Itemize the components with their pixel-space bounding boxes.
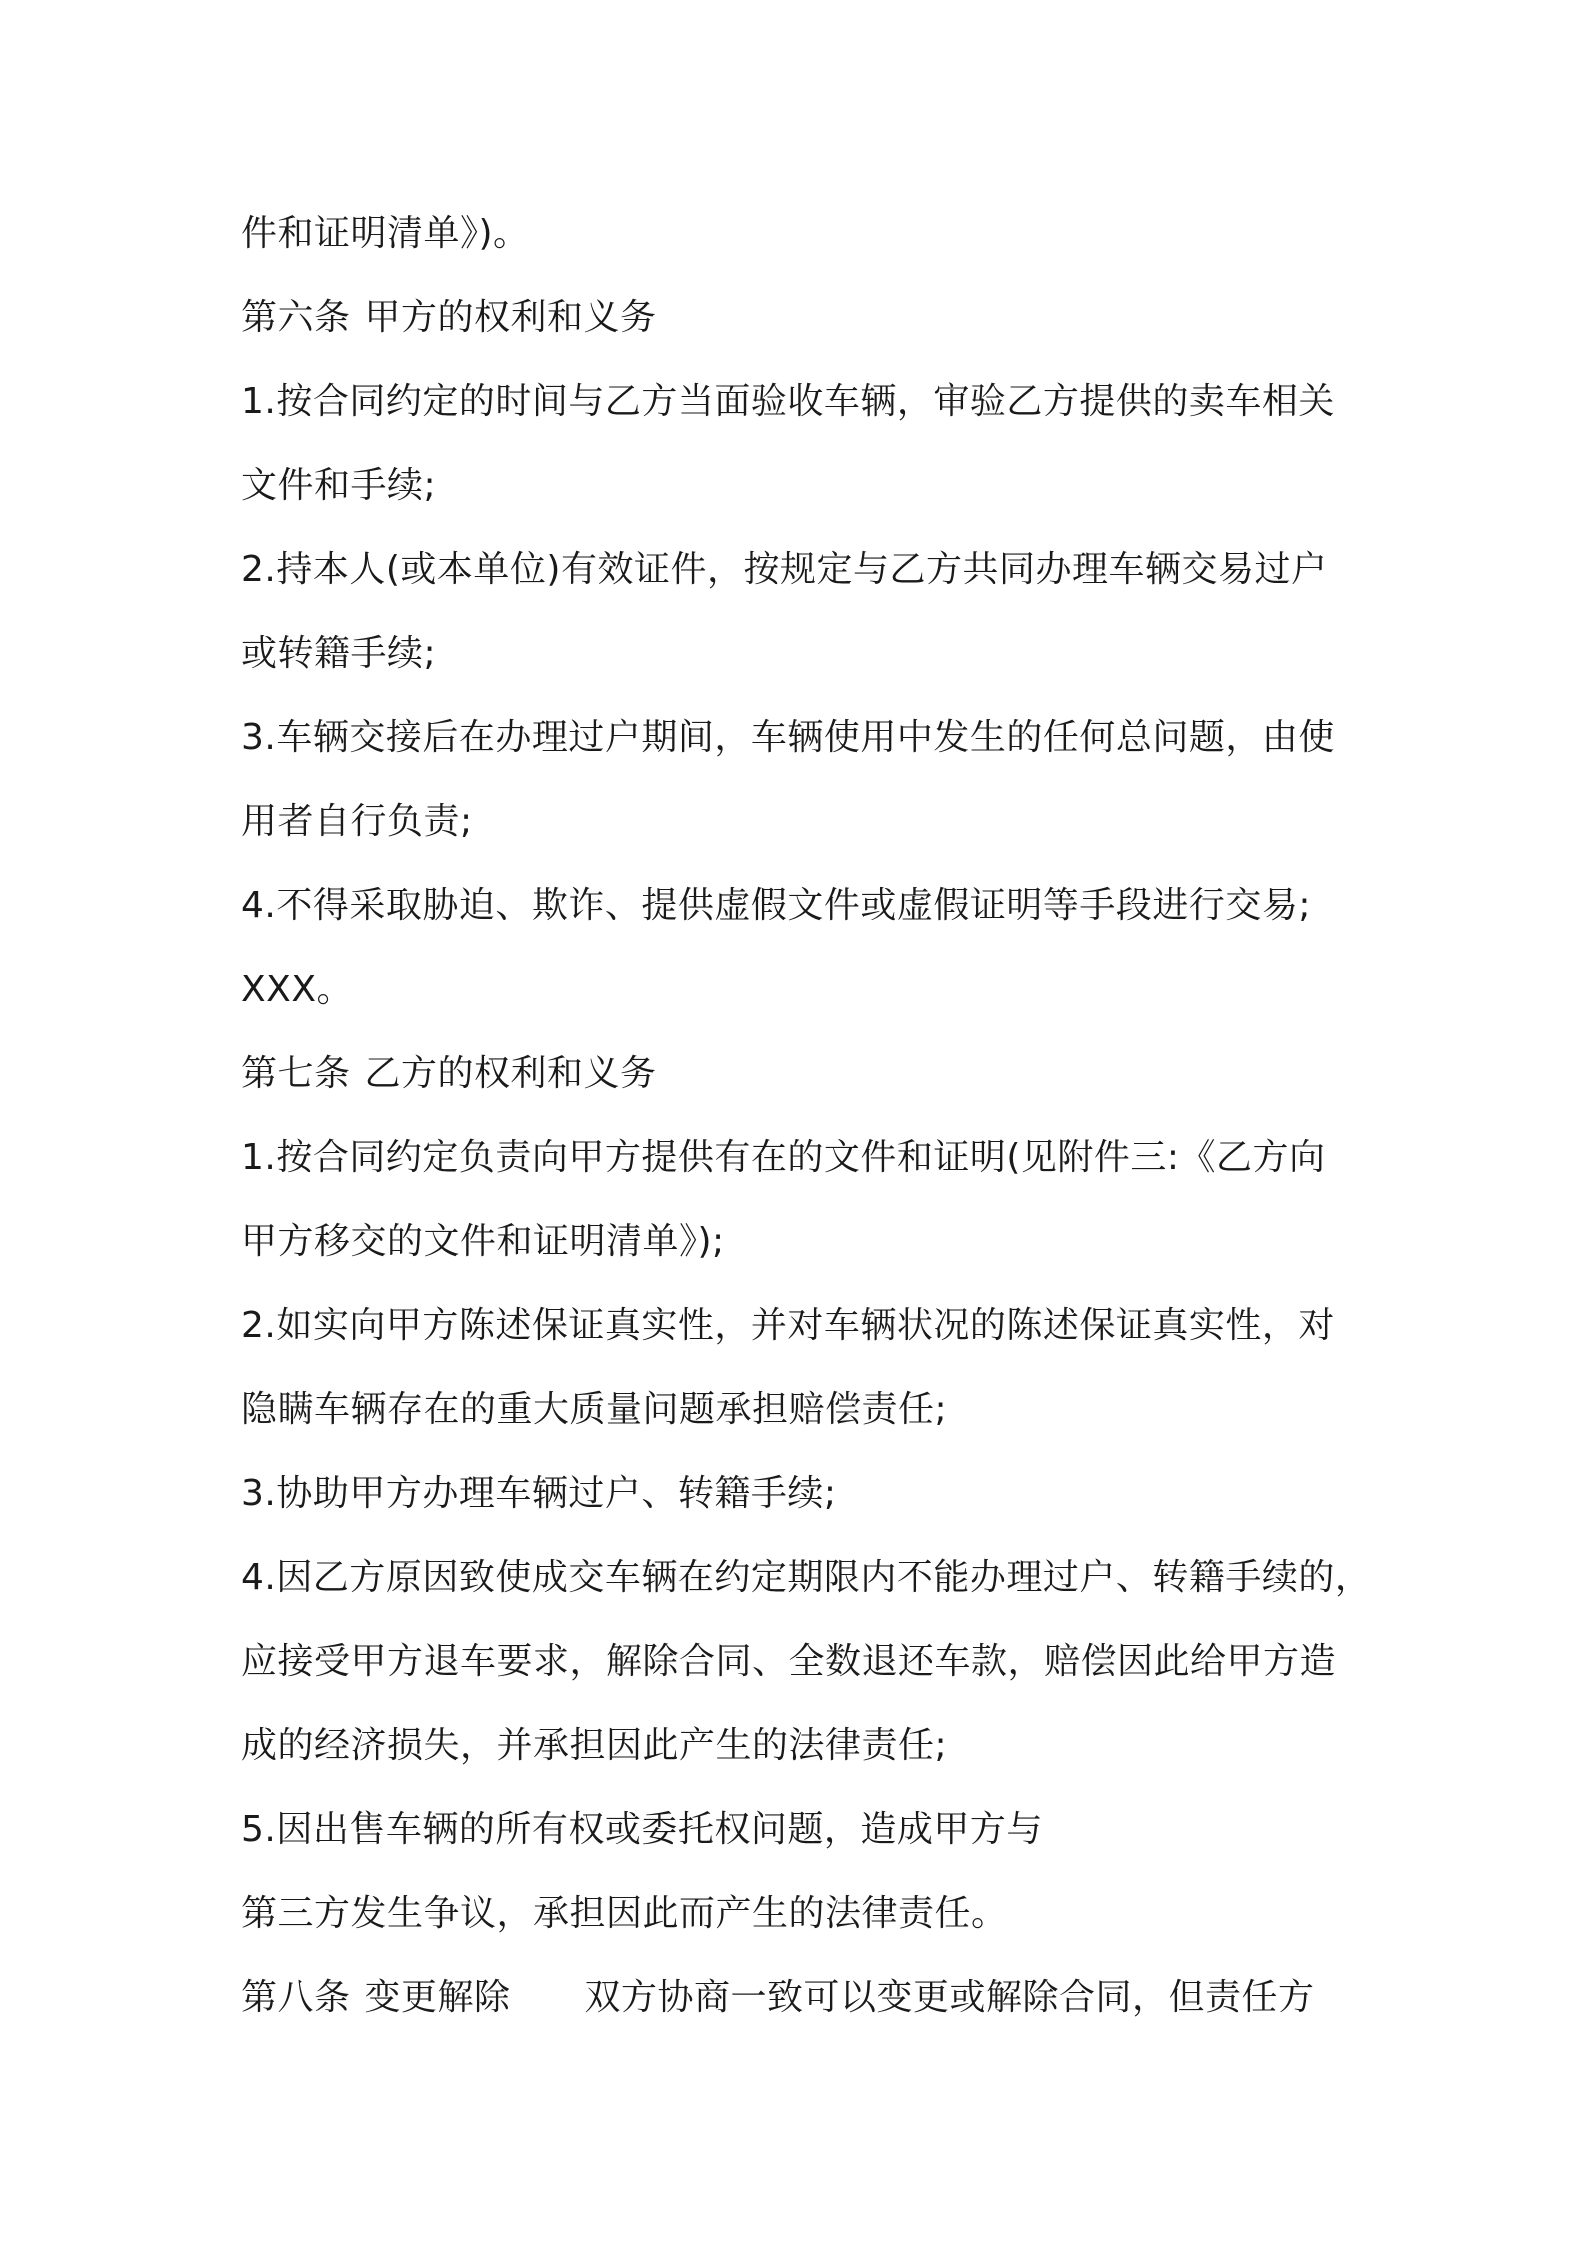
text-line: 2.如实向甲方陈述保证真实性，并对车辆状况的陈述保证真实性，对: [241, 1305, 1335, 1346]
text-line: 5.因出售车辆的所有权或委托权问题，造成甲方与: [241, 1809, 1043, 1850]
article-heading: [241, 276, 1361, 360]
article-heading: [241, 1956, 1361, 2040]
article-number: 第七条: [241, 1053, 351, 1094]
text-line: 应接受甲方退车要求，解除合同、全数退还车款，赔偿因此给甲方造: [241, 1641, 1337, 1682]
text-line: 隐瞒车辆存在的重大质量问题承担赔偿责任;: [241, 1389, 948, 1430]
text-line: 1.按合同约定负责向甲方提供有在的文件和证明(见附件三:《乙方向: [241, 1137, 1326, 1178]
text-line: 4.不得采取胁迫、欺诈、提供虚假文件或虚假证明等手段进行交易;: [241, 885, 1311, 926]
document-body: [241, 192, 1372, 2040]
text-line: 件和证明清单》)。: [241, 213, 530, 254]
article-number: 第八条: [241, 1977, 351, 2018]
article-text: 双方协商一致可以变更或解除合同，但责任方: [584, 1977, 1315, 2018]
text-line: 1.按合同约定的时间与乙方当面验收车辆，审验乙方提供的卖车相关: [241, 381, 1335, 422]
text-line: 文件和手续;: [241, 465, 437, 506]
article-number: 第六条: [241, 297, 351, 338]
text-line: 甲方移交的文件和证明清单》);: [241, 1221, 725, 1262]
text-line: 或转籍手续;: [241, 633, 437, 674]
text-line: 3.车辆交接后在办理过户期间，车辆使用中发生的任何总问题，由使: [241, 717, 1335, 758]
article-title: 乙方的权利和义务: [364, 1053, 657, 1094]
text-line: 第三方发生争议，承担因此而产生的法律责任。: [241, 1893, 1008, 1934]
article-title: 甲方的权利和义务: [364, 297, 657, 338]
text-line: 3.协助甲方办理车辆过户、转籍手续;: [241, 1473, 837, 1514]
text-line: 4.因乙方原因致使成交车辆在约定期限内不能办理过户、转籍手续的，: [241, 1557, 1372, 1598]
text-line: 2.持本人(或本单位)有效证件，按规定与乙方共同办理车辆交易过户: [241, 549, 1328, 590]
text-line: XXX。: [241, 969, 353, 1010]
text-line: 成的经济损失，并承担因此产生的法律责任;: [241, 1725, 948, 1766]
article-heading: [241, 1032, 1361, 1116]
article-title: 变更解除: [364, 1977, 511, 2018]
text-line: 用者自行负责;: [241, 801, 473, 842]
